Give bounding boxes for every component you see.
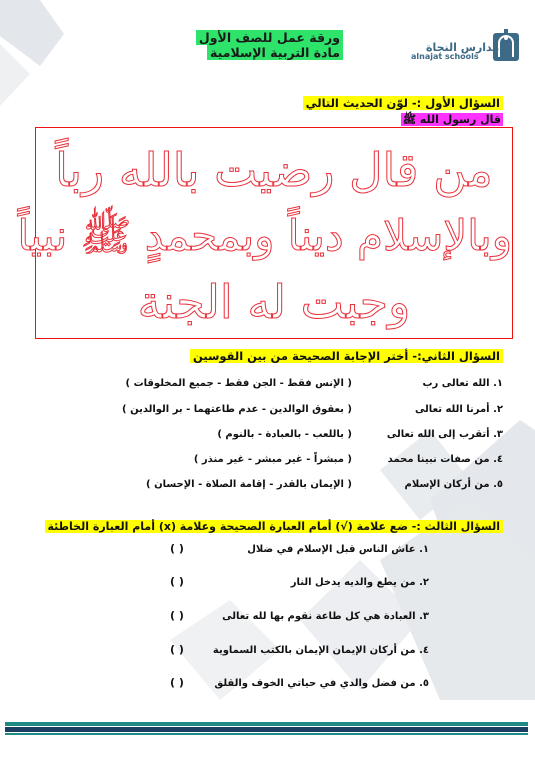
- mcq-stem-1: ١. الله تعالى رب: [422, 378, 503, 389]
- footer-stripe-navy: [5, 727, 528, 732]
- mcq-options-5[interactable]: ( الإيمان بالقدر - إقامة الصلاة - الإحسان ): [146, 479, 352, 490]
- answer-blank-1[interactable]: ( ): [170, 542, 184, 555]
- question-1-heading: السؤال الأول :- لوّن الحديث التالي: [303, 96, 503, 110]
- subject-title: مادة التربية الإسلامية: [207, 45, 343, 60]
- answer-blank-3[interactable]: ( ): [170, 609, 184, 622]
- hadith-line-1: من قال رضيت بالله رباً: [55, 143, 493, 197]
- mcq-stem-3: ٣. أتقرب إلى الله تعالى: [386, 429, 503, 440]
- true-false-item-3: ٣. العبادة هي كل طاعة نقوم بها لله تعالى: [222, 611, 429, 622]
- question-3-heading: السؤال الثالث :- ضع علامة (√) أمام العبارة الصحيحة وعلامة (x) أمام العبارة الخاطئة: [45, 520, 503, 534]
- logo-english-text: alnajat schools: [411, 52, 479, 61]
- question-2-heading: السؤال الثاني:- أختر الإجابة الصحيحة من بين القوسين: [190, 349, 503, 363]
- footer-stripe-teal: [5, 722, 528, 726]
- worksheet-title: ورقة عمل للصف الأول: [196, 30, 343, 45]
- mcq-options-4[interactable]: ( مبشراً - غير مبشر - غير منذر ): [193, 454, 352, 465]
- answer-blank-4[interactable]: ( ): [170, 643, 184, 656]
- true-false-item-1: ١. عاش الناس قبل الإسلام في ضلال: [247, 544, 429, 555]
- logo-arabic-text: مدارس النجاة: [426, 41, 500, 54]
- hadith-line-3: وجبت له الجنة: [137, 275, 411, 329]
- footer-stripe-thin: [5, 733, 528, 735]
- prophet-saying-label: قال رسول الله ﷺ: [402, 113, 501, 126]
- mcq-stem-4: ٤. من صفات نبينا محمد: [387, 454, 503, 465]
- true-false-item-2: ٢. من يطع والديه يدخل النار: [290, 577, 429, 588]
- hadith-line-2: وبالإسلام ديناً وبمحمدٍ ﷺ نبياً: [17, 211, 512, 260]
- mcq-options-3[interactable]: ( باللعب - بالعبادة - بالنوم ): [217, 429, 352, 440]
- mcq-options-1[interactable]: ( الإنس فقط - الجن فقط - جميع المخلوقات ): [125, 378, 352, 389]
- mcq-options-2[interactable]: ( بعقوق الوالدين - عدم طاعتهما - بر الوالدين ): [122, 404, 352, 415]
- true-false-item-4: ٤. من أركان الإيمان الإيمان بالكتب السماوية: [212, 645, 429, 656]
- mcq-stem-2: ٢. أمرنا الله تعالى: [414, 404, 503, 415]
- mcq-stem-5: ٥. من أركان الإسلام: [404, 479, 503, 490]
- true-false-item-5: ٥. من فضل والدي في حياتي الخوف والقلق: [214, 678, 429, 689]
- hadith-box: [17, 127, 513, 339]
- answer-blank-5[interactable]: ( ): [170, 676, 184, 689]
- answer-blank-2[interactable]: ( ): [170, 575, 184, 588]
